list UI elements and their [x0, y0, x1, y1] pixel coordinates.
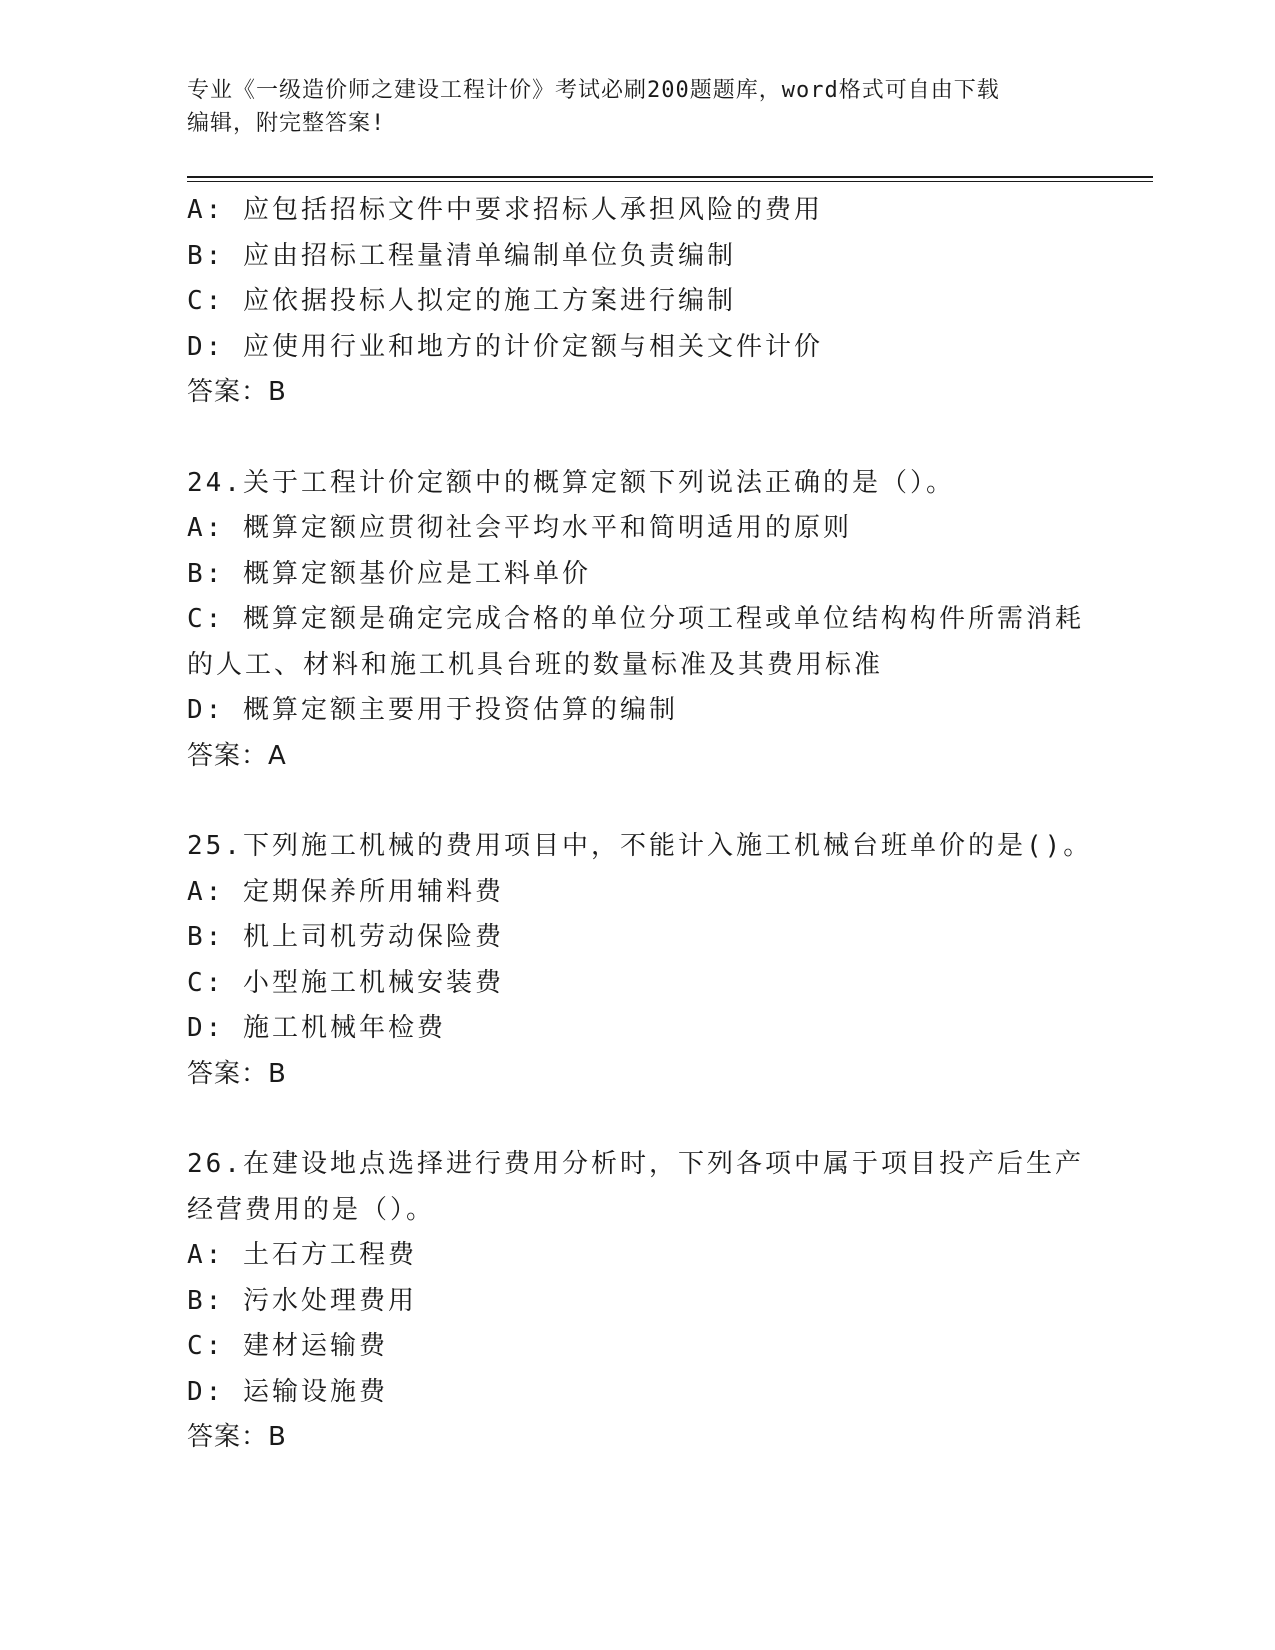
- spacer: [187, 1097, 1087, 1142]
- option-c-line-1: C: 概算定额是确定完成合格的单位分项工程或单位结构构件所需消耗: [187, 604, 1084, 634]
- option-b: B: 机上司机劳动保险费: [187, 922, 504, 952]
- option-d: D: 运输设施费: [187, 1376, 388, 1407]
- spacer: [187, 416, 1087, 461]
- answer: 答案：B: [187, 1422, 287, 1452]
- header-line-2: 编辑，附完整答案!: [187, 111, 386, 136]
- question-text: 25.下列施工机械的费用项目中，不能计入施工机械台班单价的是()。: [187, 831, 1093, 861]
- option-d: D: 概算定额主要用于投资估算的编制: [187, 695, 678, 725]
- question-text-line-2: 经营费用的是（）。: [187, 1194, 436, 1225]
- option-b: B: 应由招标工程量清单编制单位负责编制: [187, 240, 736, 271]
- question-text-line-1: 26.在建设地点选择进行费用分析时，下列各项中属于项目投产后生产: [187, 1149, 1084, 1179]
- option-a: A: 概算定额应贯彻社会平均水平和简明适用的原则: [187, 513, 852, 543]
- option-c: C: 小型施工机械安装费: [187, 967, 504, 998]
- option-c: C: 建材运输费: [187, 1331, 388, 1361]
- option-a: A: 土石方工程费: [187, 1240, 417, 1270]
- question-block-23: [187, 188, 1087, 416]
- question-block-25: [187, 824, 1093, 1097]
- document-header: [187, 74, 1077, 140]
- option-c-line-2: 的人工、材料和施工机具台班的数量标准及其费用标准: [187, 649, 884, 680]
- question-block-24: [187, 461, 1087, 780]
- spacer: [187, 779, 1087, 824]
- answer: 答案：B: [187, 377, 287, 407]
- question-block-26: [187, 1142, 1087, 1461]
- option-d: D: 施工机械年检费: [187, 1013, 446, 1043]
- question-list: [187, 188, 1093, 1461]
- option-d: D: 应使用行业和地方的计价定额与相关文件计价: [187, 331, 823, 362]
- option-b: B: 概算定额基价应是工料单价: [187, 558, 591, 589]
- option-b: B: 污水处理费用: [187, 1285, 417, 1316]
- header-line-1: 专业《一级造价师之建设工程计价》考试必刷200题题库，word格式可自由下载: [187, 78, 1000, 103]
- answer: 答案：B: [187, 1058, 287, 1089]
- question-text: 24.关于工程计价定额中的概算定额下列说法正确的是（）。: [187, 467, 955, 498]
- header-divider-thin: [187, 181, 1153, 182]
- answer: 答案：A: [187, 740, 287, 771]
- option-c: C: 应依据投标人拟定的施工方案进行编制: [187, 286, 736, 316]
- option-a: A: 应包括招标文件中要求招标人承担风险的费用: [187, 195, 823, 225]
- header-divider-thick: [187, 176, 1153, 178]
- option-a: A: 定期保养所用辅料费: [187, 876, 504, 907]
